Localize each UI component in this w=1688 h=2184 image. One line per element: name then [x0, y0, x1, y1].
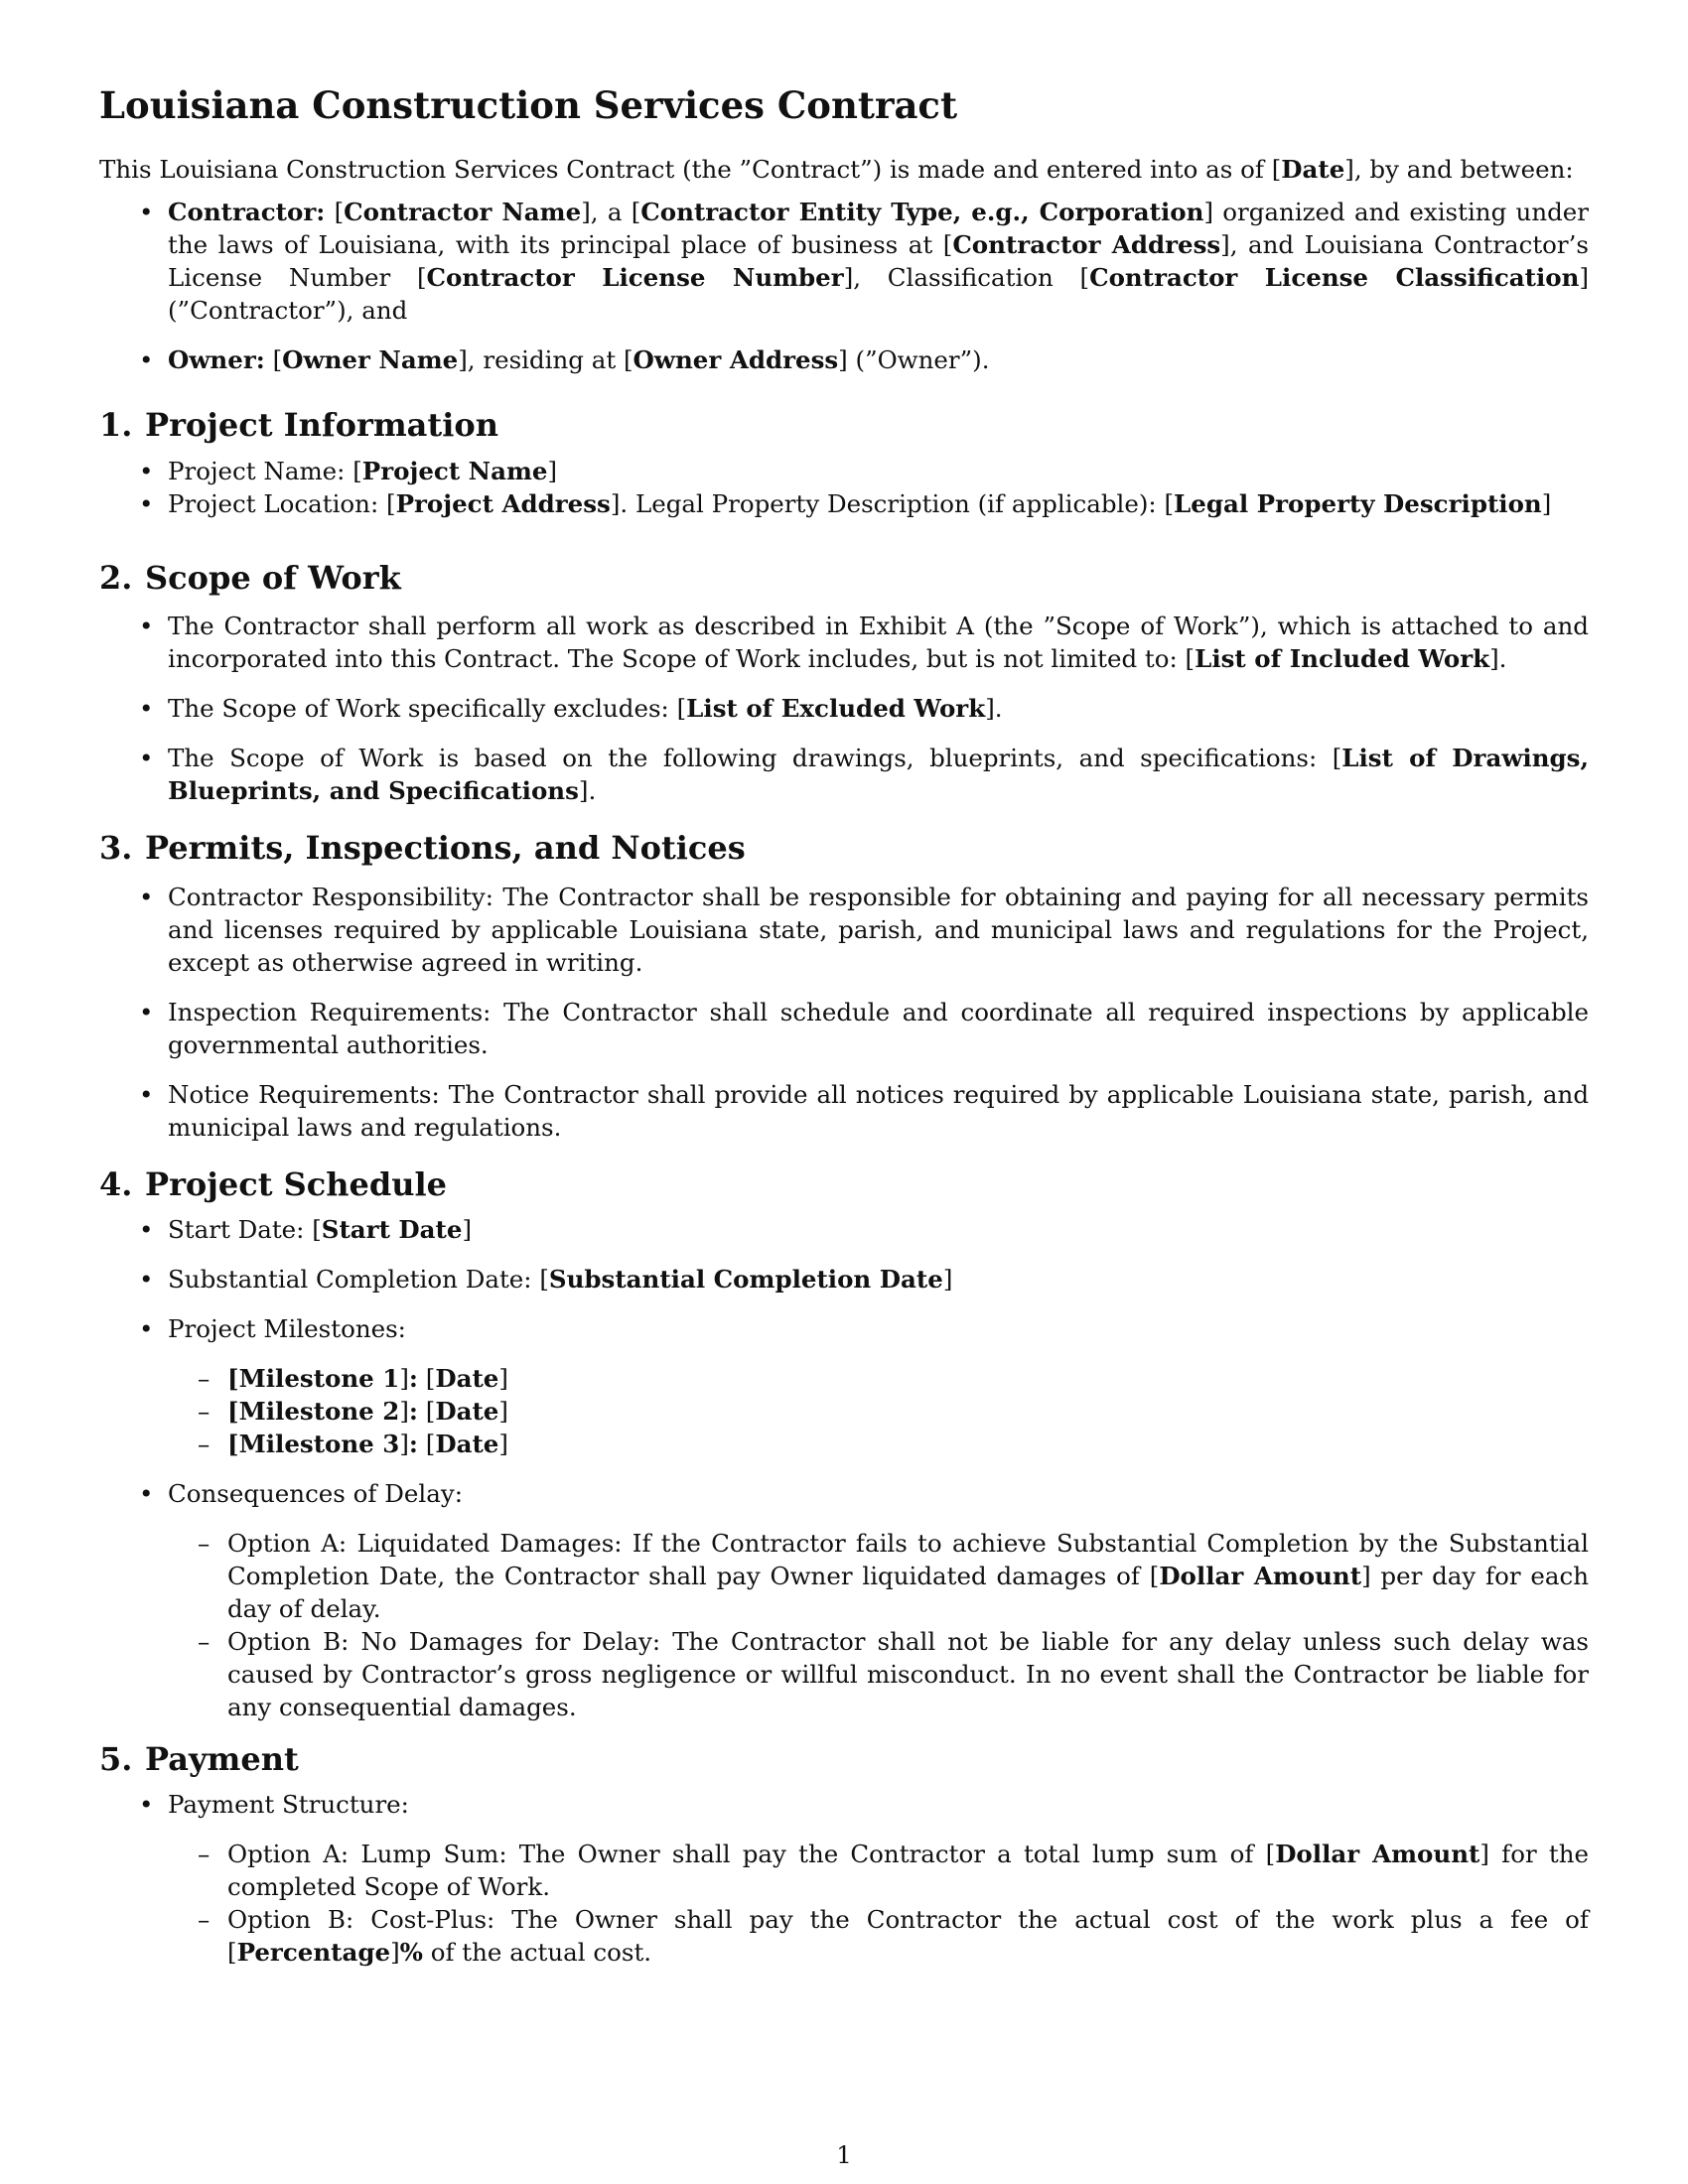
contractor-license-placeholder: Contractor License Number: [426, 263, 844, 293]
delay-label: Consequences of Delay:: [168, 1478, 463, 1508]
legal-description-placeholder: Legal Property Description: [1174, 488, 1542, 518]
contractor-address-placeholder: Contractor Address: [952, 230, 1221, 260]
scope-excluded-item: [99, 692, 1589, 725]
inspection-requirements-item: • Inspection Requirements: The Contractor shall schedule and coordinate all required inspections by applicable governmental authorities.: [99, 996, 1589, 1061]
text: ]: [547, 456, 558, 485]
scope-included-item: [99, 610, 1589, 675]
text: ]: [942, 1264, 953, 1294]
substantial-completion-item: [99, 1263, 1589, 1296]
milestone-item: [99, 1395, 1589, 1428]
project-location-item: [99, 487, 1589, 520]
start-date-placeholder: Start Date: [321, 1214, 463, 1244]
notice-requirements-item: • Notice Requirements: The Contractor shall provide all notices required by applicable Louisiana state, parish, and municipal laws and regulations.: [99, 1078, 1589, 1144]
excluded-work-placeholder: List of Excluded Work: [686, 694, 986, 724]
text: ]: [462, 1214, 473, 1244]
lump-sum-placeholder: Dollar Amount: [1275, 1840, 1480, 1869]
project-name-placeholder: Project Name: [361, 456, 548, 485]
text: Option A: Liquidated Damages: If the Contractor fails to achieve Substantial Completion by the Substantial Completion Date, the Contractor shall pay Owner liquidated damages of [: [227, 1528, 1589, 1590]
text: [: [417, 1396, 436, 1426]
contractor-classification-placeholder: Contractor License Classification: [1089, 263, 1580, 293]
contractor-label: Contractor:: [168, 198, 326, 227]
text: Project Name: [: [168, 456, 362, 485]
text: Substantial Completion Date: [: [168, 1264, 549, 1294]
text: ]: [399, 1396, 409, 1426]
contractor-responsibility-item: • Contractor Responsibility: The Contractor shall be responsible for obtaining and paying for all necessary permits and licenses required by applicable Louisiana state, parish, and municipal laws and regulations for the Project, except as otherwise agreed in writing.: [99, 881, 1589, 979]
completion-date-placeholder: Substantial Completion Date: [548, 1264, 943, 1294]
intro-text: This Louisiana Construction Services Contract (the ”Contract”) is made and entered into as of [: [99, 155, 1282, 185]
section-number: 4.: [99, 1164, 133, 1203]
text: Option B: Cost-Plus: The Owner shall pay the Contractor the actual cost of the work plus a fee of [: [227, 1905, 1589, 1968]
text: [: [227, 1396, 239, 1426]
text: Start Date: [: [168, 1214, 322, 1244]
text: The Contractor shall perform all work as described in Exhibit A (the ”Scope of Work”), which is attached to and incorporated into this Contract. The Scope of Work includes, but is not limited to: [: [168, 612, 1589, 674]
owner-party: [99, 343, 1589, 376]
text: [: [227, 1429, 239, 1458]
section-number: 1.: [99, 406, 133, 445]
project-address-placeholder: Project Address: [395, 488, 611, 518]
percentage-placeholder: Percentage: [236, 1938, 391, 1968]
text: The Scope of Work specifically excludes: [: [168, 694, 687, 724]
text: Date: [435, 1429, 499, 1458]
text: [: [417, 1429, 436, 1458]
payment-options-list: [168, 1838, 1589, 1969]
section-1-heading: [99, 406, 1589, 444]
section-title: Project Schedule: [145, 1164, 447, 1203]
section-5-heading: [99, 1740, 1589, 1778]
section-title: Payment: [145, 1739, 299, 1778]
text: [: [417, 1363, 436, 1393]
intro-paragraph: [99, 153, 1589, 186]
milestone-item: [99, 1428, 1589, 1460]
text: ]: [390, 1938, 400, 1968]
section-3-heading: [99, 829, 1589, 867]
section-4-heading: [99, 1165, 1589, 1203]
section-title: Project Information: [145, 406, 498, 445]
contractor-name-placeholder: Contractor Name: [344, 198, 582, 227]
milestones-list: [168, 1362, 1589, 1460]
included-work-placeholder: List of Included Work: [1195, 644, 1490, 674]
text: Milestone 2: [238, 1396, 400, 1426]
text: ], residing at [: [458, 345, 633, 375]
owner-label: Owner:: [168, 345, 265, 375]
text: ], a [: [581, 198, 641, 227]
text: ]: [498, 1429, 508, 1458]
text: :: [408, 1429, 418, 1458]
project-info-list: [99, 455, 1589, 520]
payment-list: [99, 1788, 1589, 1969]
section-number: 5.: [99, 1739, 133, 1778]
text: ].: [578, 776, 597, 806]
parties-list: [99, 196, 1589, 376]
text: Milestone 1: [238, 1363, 400, 1393]
delay-option-a: [99, 1527, 1589, 1625]
text: [: [264, 345, 283, 375]
text: ] for the completed Scope of Work.: [227, 1840, 1590, 1902]
text: ], and Louisiana Contractor’s License Number [: [168, 230, 1590, 293]
text: ]: [399, 1363, 409, 1393]
text: [: [325, 198, 345, 227]
delay-options-list: [168, 1527, 1589, 1723]
drawings-placeholder: List of Drawings, Blueprints, and Specifications: [168, 744, 1589, 806]
text: ].: [1489, 644, 1507, 674]
text: ] (”Owner”).: [838, 345, 990, 375]
text: %: [399, 1938, 423, 1968]
document-title: Louisiana Construction Services Contract: [99, 83, 958, 127]
section-title: Scope of Work: [145, 558, 401, 597]
owner-address-placeholder: Owner Address: [633, 345, 839, 375]
page-number: 1: [836, 2140, 852, 2169]
payment-structure-label: Payment Structure:: [168, 1790, 409, 1820]
contract-page: [99, 83, 1589, 1969]
text: ]: [399, 1429, 409, 1458]
text: ] organized and existing under the laws of Louisiana, with its principal place of business at [: [168, 198, 1589, 260]
text: :: [408, 1396, 418, 1426]
section-number: 2.: [99, 558, 133, 597]
milestones-label: Project Milestones:: [168, 1313, 406, 1343]
text: ]: [498, 1396, 508, 1426]
owner-name-placeholder: Owner Name: [282, 345, 459, 375]
text: Option A: Lump Sum: The Owner shall pay the Contractor a total lump sum of [: [227, 1840, 1276, 1869]
scope-drawings-item: [99, 742, 1589, 807]
text: :: [408, 1363, 418, 1393]
text: ], Classification [: [843, 263, 1090, 293]
milestone-item: [99, 1362, 1589, 1395]
text: ]: [498, 1363, 508, 1393]
text: ] per day for each day of delay.: [227, 1561, 1589, 1623]
section-2-heading: [99, 559, 1589, 597]
section-title: Permits, Inspections, and Notices: [145, 829, 746, 868]
payment-structure-item: [99, 1788, 1589, 1969]
text: ].: [985, 694, 1003, 724]
intro-date-placeholder: Date: [1281, 155, 1345, 185]
payment-option-b: [99, 1903, 1589, 1969]
text: [: [227, 1363, 239, 1393]
text: Project Location: [: [168, 488, 396, 518]
text: Milestone 3: [238, 1429, 400, 1458]
permits-list: [99, 881, 1589, 1144]
text: of the actual cost.: [422, 1938, 652, 1968]
delay-option-b: – Option B: No Damages for Delay: The Contractor shall not be liable for any delay unless such delay was caused by Contractor’s gross negligence or willful misconduct. In no event shall the Contractor be liable for any consequential damages.: [99, 1625, 1589, 1723]
payment-option-a: [99, 1838, 1589, 1903]
text: Date: [435, 1363, 499, 1393]
delay-consequences-item: [99, 1477, 1589, 1723]
start-date-item: [99, 1213, 1589, 1246]
dollar-amount-placeholder: Dollar Amount: [1159, 1561, 1362, 1590]
intro-text-end: ], by and between:: [1344, 155, 1574, 185]
schedule-list: [99, 1213, 1589, 1723]
text: ]. Legal Property Description (if applicable): [: [610, 488, 1175, 518]
text: Date: [435, 1396, 499, 1426]
section-number: 3.: [99, 829, 133, 868]
text: ] (”Contractor”), and: [168, 263, 1590, 326]
scope-list: [99, 610, 1589, 807]
text: The Scope of Work is based on the following drawings, blueprints, and specifications: [: [168, 744, 1342, 773]
contractor-party: [99, 196, 1589, 327]
text: ]: [1541, 488, 1552, 518]
contractor-entity-placeholder: Contractor Entity Type, e.g., Corporation: [640, 198, 1204, 227]
project-name-item: [99, 455, 1589, 487]
milestones-item: [99, 1312, 1589, 1460]
